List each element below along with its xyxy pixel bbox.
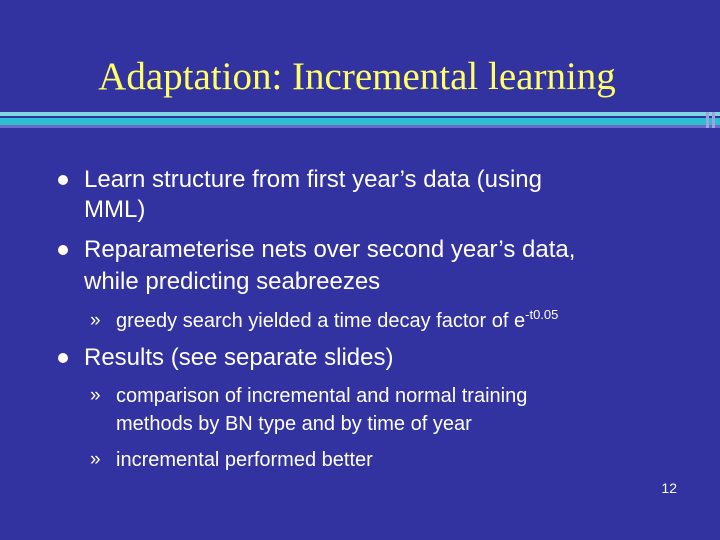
bullet-2-line-1: Reparameterise nets over second year’s data, <box>84 236 576 263</box>
sub-bullet-marker-icon: » <box>90 385 101 406</box>
title-underline-bar <box>0 112 720 128</box>
sub-bullet-3-1-line-1: comparison of incremental and normal training <box>116 385 528 407</box>
sub-bullet-3-1-line-2: methods by BN type and by time of year <box>116 413 472 435</box>
bullet-2-line-2: while predicting seabreezes <box>84 268 381 295</box>
bullet-3-line-1: Results (see separate slides) <box>84 344 394 371</box>
sub-bullet-2-1-text: greedy search yielded a time decay factor of e <box>116 310 526 332</box>
bullet-dot-icon <box>58 245 68 255</box>
exponent-superscript: -t0.05 <box>525 307 559 322</box>
bullet-1-line-1: Learn structure from first year’s data (using <box>84 166 542 193</box>
slide-title: Adaptation: Incremental learning <box>98 55 616 98</box>
page-number: 12 <box>661 480 677 496</box>
sub-bullet-marker-icon: » <box>90 310 101 331</box>
bullet-1-line-2: MML) <box>84 196 146 223</box>
sub-bullet-3-2-line-1: incremental performed better <box>116 449 373 471</box>
bullet-dot-icon <box>58 353 68 363</box>
sub-bullet-marker-icon: » <box>90 449 101 470</box>
bullet-dot-icon <box>58 175 68 185</box>
sub-bullet-2-1 <box>116 308 558 335</box>
